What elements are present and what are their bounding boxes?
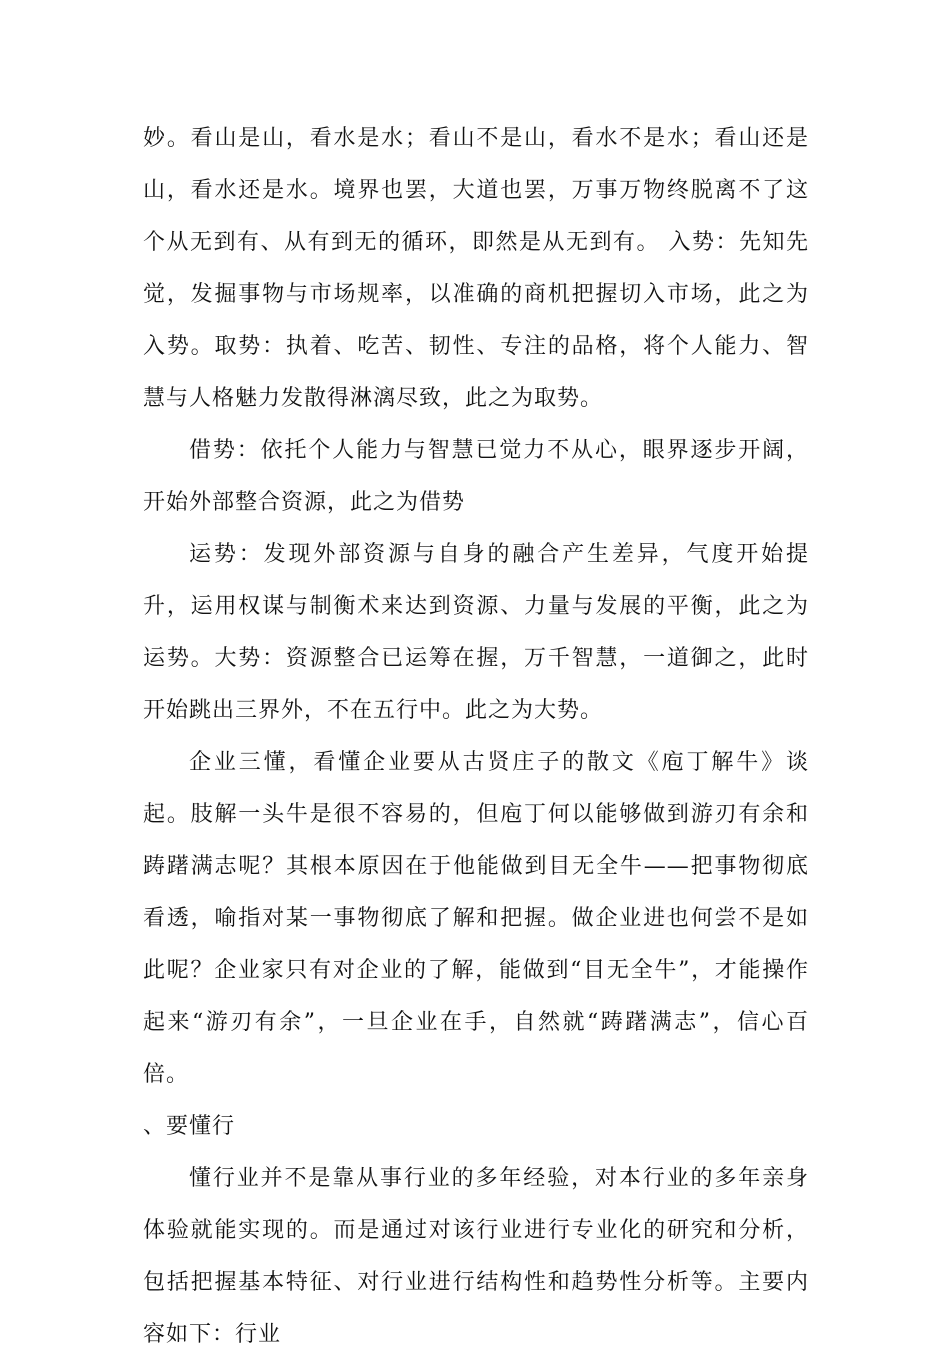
paragraph-mountain-water: 妙。看山是山，看水是水；看山不是山，看水不是水；看山还是山，看水还是水。境界也罢，大道也罢，万事万物终脱离不了这个从无到有、从有到无的循环，即然是从无到有。 入势：先知先觉，发掘事物与市场规率，以准确的商机把握切入市场，此之为入势。取势：执着、吃苦、韧性、专注的品格，将个人能力、智慧与人格魅力发散得淋漓尽致，此之为取势。 [143, 126, 809, 411]
paragraph-borrow-momentum: 借势：依托个人能力与智慧已觉力不从心，眼界逐步开阔，开始外部整合资源，此之为借势 [143, 438, 809, 515]
document-body [143, 113, 809, 1361]
paragraph-understand-industry: 懂行业并不是靠从事行业的多年经验，对本行业的多年亲身体验就能实现的。而是通过对该行业进行专业化的研究和分析，包括把握基本特征、对行业进行结构性和趋势性分析等。主要内容如下：行业 [143, 1166, 809, 1347]
section-heading-understand-industry: 、要懂行 [143, 1114, 236, 1139]
paragraph-use-momentum: 运势：发现外部资源与自身的融合产生差异，气度开始提升，运用权谋与制衡术来达到资源、力量与发展的平衡，此之为运势。大势：资源整合已运筹在握，万千智慧，一道御之，此时开始跳出三界外，不在五行中。此之为大势。 [143, 542, 809, 723]
paragraph-understand-enterprise: 企业三懂，看懂企业要从古贤庄子的散文《庖丁解牛》谈起。肢解一头牛是很不容易的，但庖丁何以能够做到游刃有余和踌躇满志呢？其根本原因在于他能做到目无全牛——把事物彻底看透，喻指对某一事物彻底了解和把握。做企业进也何尝不是如此呢？企业家只有对企业的了解，能做到“目无全牛”，才能操作起来“游刃有余”，一旦企业在手，自然就“踌躇满志”，信心百倍。 [143, 750, 809, 1087]
